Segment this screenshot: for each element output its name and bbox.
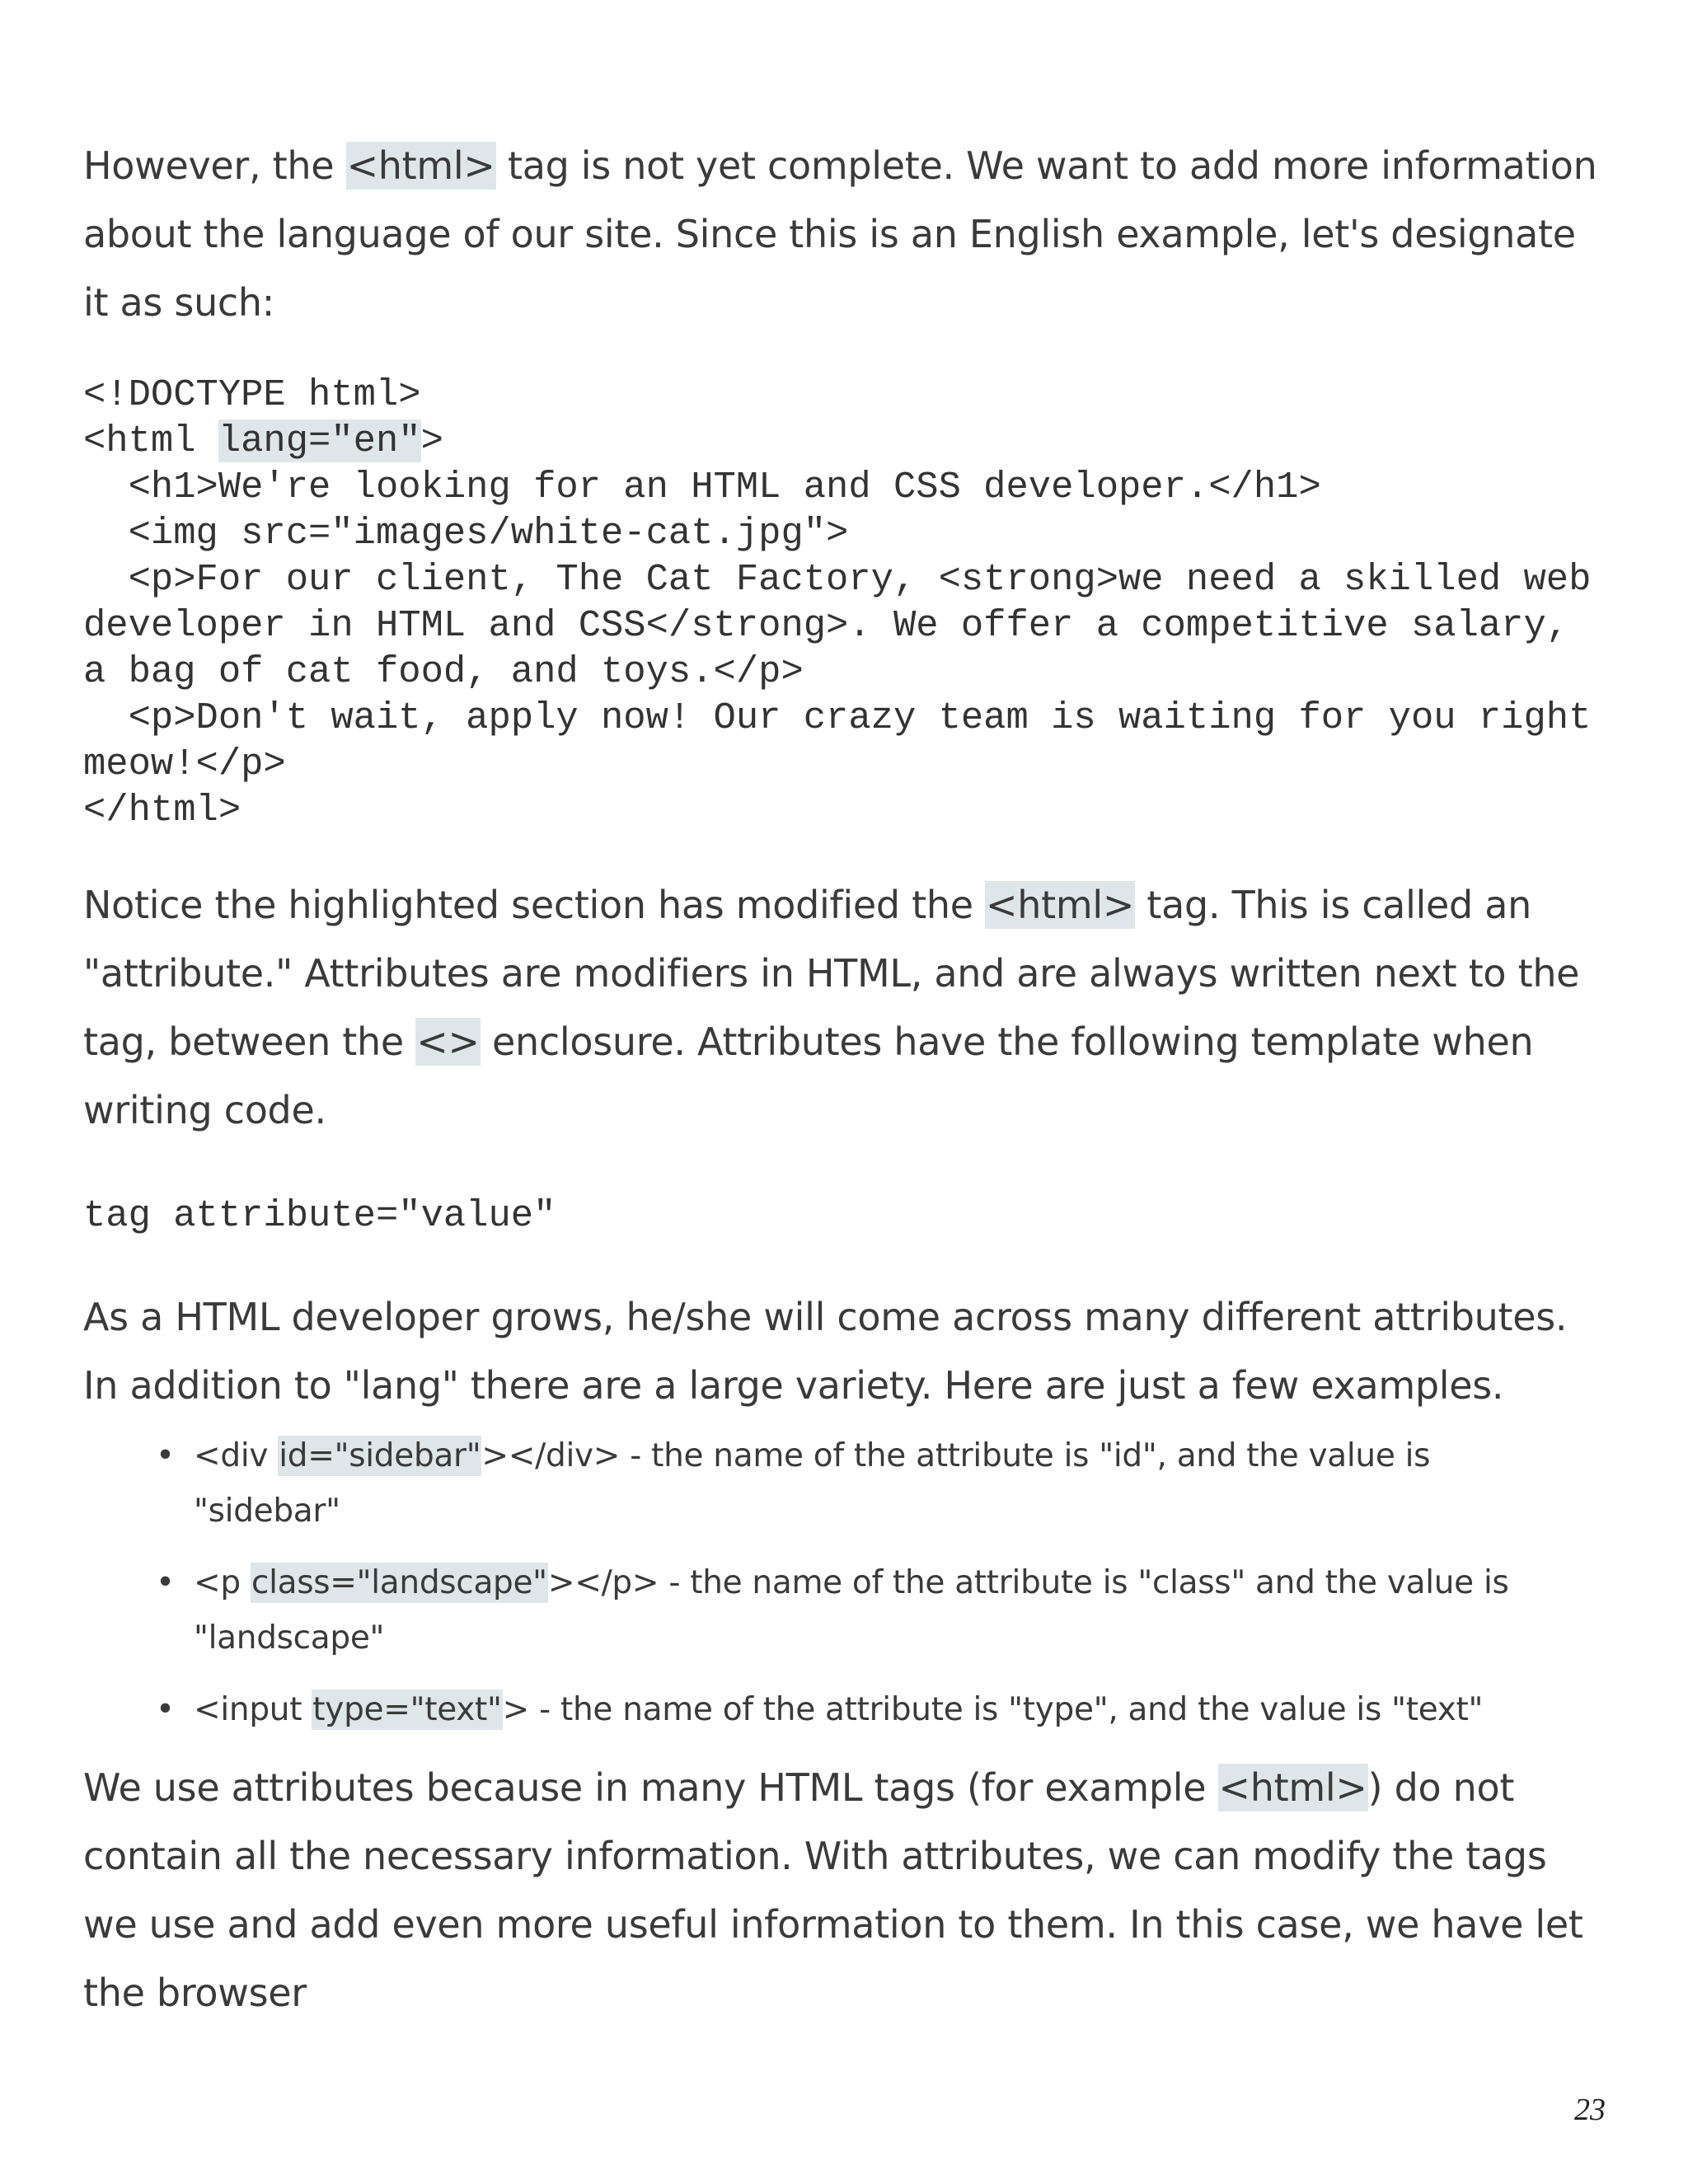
list-item-text-after: > - the name of the attribute is "type", and the value is "text" [502,1691,1484,1728]
paragraph-why-attributes [83,1754,1600,2027]
paragraph-attribute-explanation [83,871,1600,1145]
list-item [156,1428,1540,1539]
code-line-doctype: <!DOCTYPE html> [83,373,421,416]
code-line-html-open-after: > [420,419,443,462]
bullet-icon: • [156,1564,175,1601]
paragraph-attribute-text-before: Notice the highlighted section has modified the [83,883,986,927]
paragraph-attribute-variety: As a HTML developer grows, he/she will come across many different attributes. In addition to "lang" there are a large variety. Here are just a few examples. [83,1295,1568,1408]
paragraph-intro [83,132,1600,337]
code-body-lines: <h1>We're looking for an HTML and CSS developer.</h1> <img src="images/white-cat.jpg"> <p>For our client, The Cat Factory, <strong>we need a skilled web developer in HTML and CSS</strong>. We offer a competitive salary, a bag of cat food, and toys.</p> <p>Don't wait, apply now! Our crazy team is waiting for you right meow!</p> </html> [83,466,1592,832]
code-line-html-open-before: <html [83,419,218,462]
inline-code-angle-brackets: <> [416,1019,480,1064]
inline-code-html-tag: <html> [346,143,495,188]
list-item-text-before: <input [194,1691,312,1728]
list-item-text-before: <div [194,1437,279,1474]
list-item [156,1555,1540,1666]
list-item-highlight: id="sidebar" [279,1437,481,1474]
paragraph-attribute-text-after: enclosure. Attributes have the following template when writing code. [83,1019,1534,1132]
list-item [156,1682,1540,1737]
attribute-examples-list [156,1428,1540,1737]
list-item-text-before: <p [194,1564,251,1601]
paragraph-why-text-after: ) do not contain all the necessary information. With attributes, we can modify the tags we use and add even more useful information to them. In this case, we have let the browser [83,1765,1583,2015]
code-block-attribute-template: tag attribute="value" [83,1194,556,1237]
paragraph-attribute-text-middle: tag. This is called an "attribute." Attributes are modifiers in HTML, and are always written next to the tag, between the [83,883,1580,1064]
bullet-icon: • [156,1691,175,1728]
list-item-text-after: ></div> - the name of the attribute is "id", and the value is "sidebar" [194,1437,1431,1530]
list-item-highlight: type="text" [312,1691,502,1728]
inline-code-html-tag: <html> [1218,1765,1367,1810]
list-item-highlight: class="landscape" [251,1564,547,1601]
document-page [83,132,1600,2027]
paragraph-why-text-before: We use attributes because in many HTML tags (for example [83,1765,1218,1810]
bullet-icon: • [156,1437,175,1474]
code-highlight-lang-attribute: lang="en" [218,419,421,462]
paragraph-intro-text-before: However, the [83,143,346,188]
inline-code-html-tag: <html> [986,883,1135,927]
code-block-html-example [83,372,1600,833]
paragraph-intro-text-after: tag is not yet complete. We want to add more information about the language of our site. Since this is an English example, let's designate it as such: [83,143,1597,325]
list-item-text-after: ></p> - the name of the attribute is "class" and the value is "landscape" [194,1564,1509,1657]
page-number: 23 [1574,2093,1606,2127]
